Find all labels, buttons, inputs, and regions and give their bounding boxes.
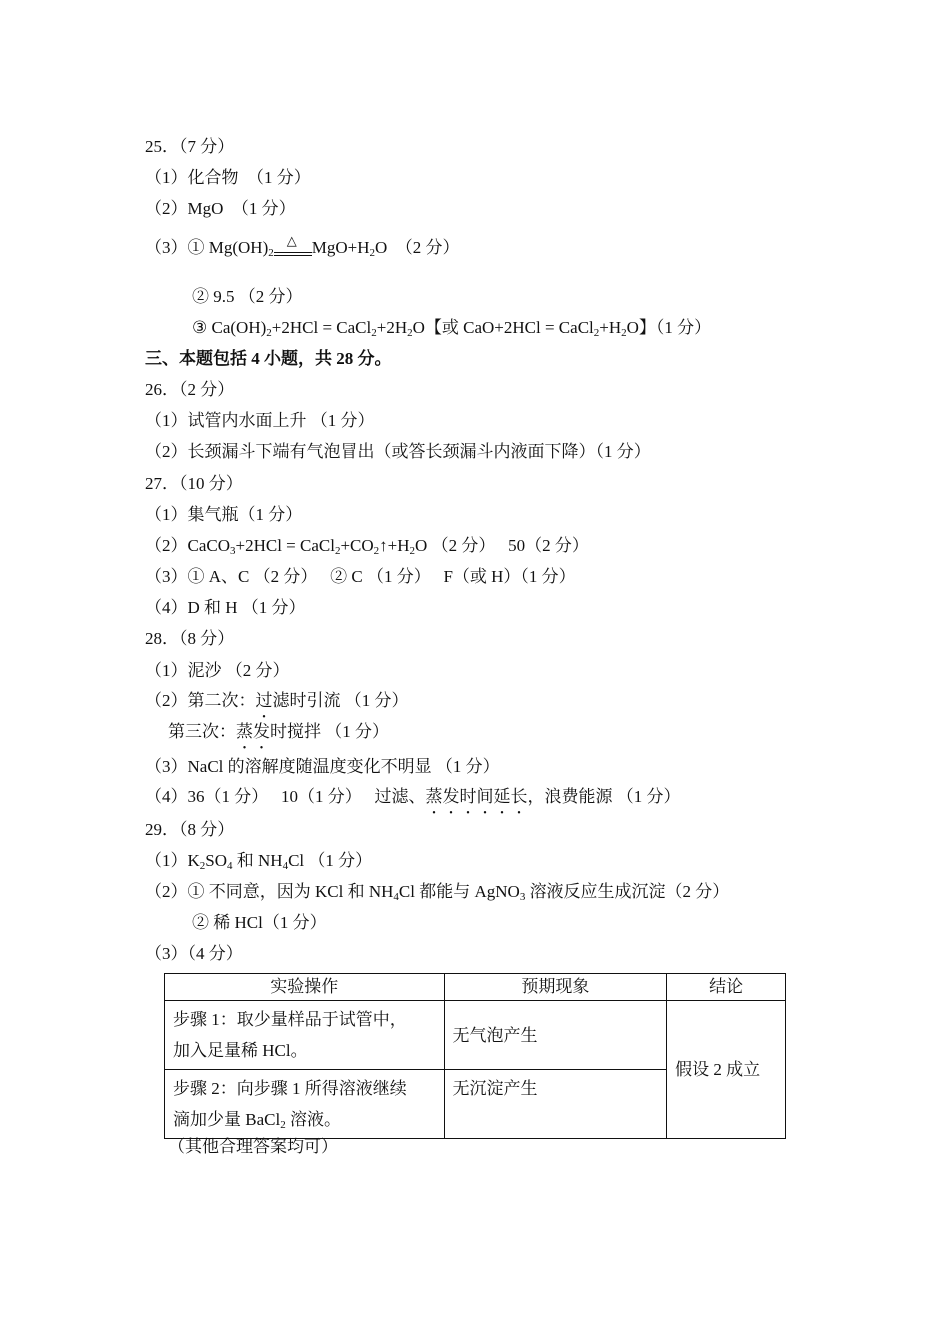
- header-conclusion: 结论: [667, 974, 786, 1001]
- q28-part2-third: 第三次：蒸发时搅拌 （1 分）: [168, 722, 389, 741]
- heating-condition-symbol: △: [274, 240, 312, 258]
- q26-part2: （2）长颈漏斗下端有气泡冒出（或答长颈漏斗内液面下降）（1 分）: [145, 442, 651, 461]
- q29-heading: 29．（8 分）: [145, 820, 235, 839]
- q28-part3: （3）NaCl 的溶解度随温度变化不明显 （1 分）: [145, 757, 500, 776]
- step2-phenomenon: 无沉淀产生: [444, 1070, 667, 1139]
- table-row: [165, 1001, 786, 1070]
- q25-part2: （2）MgO （1 分）: [145, 199, 296, 218]
- q29-part1: $(1)K_2SO_4$ 和 $NH_4Cl$ （1 分）: [145, 851, 373, 872]
- q28-part2: （2）第二次：过滤时引流 （1 分）: [145, 691, 409, 710]
- q27-heading: 27．（10 分）: [145, 474, 243, 493]
- step1-operation: 步骤 1：取少量样品于试管中， 加入足量稀 HCl。: [165, 1001, 445, 1070]
- q26-heading: 26．（2 分）: [145, 380, 235, 399]
- q29-part2: （2）① 不同意，因为 KCl 和 $NH_4Cl$ 都能与 AgNO$_3$ 溶液反应生成沉淀（2 分）: [145, 882, 730, 903]
- q28-heading: 28．（8 分）: [145, 629, 235, 648]
- header-operation: 实验操作: [165, 974, 445, 1001]
- q27-part2: （2）CaCO$_3$+2HCl = $CaCl_2+CO_2↑+H_2O$ （2 分） 50（2 分）: [145, 536, 589, 557]
- header-phenomenon: 预期现象: [444, 974, 667, 1001]
- q25-part3-answer2: ② 9.5 （2 分）: [192, 287, 303, 306]
- q27-part4: （4）D 和 H （1 分）: [145, 598, 306, 617]
- q29-part3: （3）（4 分）: [145, 944, 243, 963]
- experiment-table: [164, 973, 786, 1139]
- q25-part3-answer3: ③ $Ca(OH)_2+2HCl$ = $CaCl_2+2H_2O$【或 $CaO+2HCl = CaCl_2+H_2O$】（1 分）: [192, 318, 712, 339]
- conclusion-cell: 假设 2 成立: [667, 1001, 786, 1139]
- q28-part4: （4）36（1 分） 10（1 分） 过滤、蒸发时间延长，浪费能源 （1 分）: [145, 787, 681, 806]
- q29-note: （其他合理答案均可）: [168, 1137, 338, 1156]
- q25-part1: （1）化合物 （1 分）: [145, 168, 311, 187]
- table-header-row: [165, 974, 786, 1001]
- q29-part2-answer2: ② 稀 HCl（1 分）: [192, 913, 327, 932]
- q26-part1: （1）试管内水面上升 （1 分）: [145, 411, 375, 430]
- q25-heading: 25．（7 分）: [145, 137, 235, 156]
- step1-phenomenon: 无气泡产生: [444, 1001, 667, 1070]
- q28-part1: （1）泥沙 （2 分）: [145, 661, 290, 680]
- q27-part1: （1）集气瓶（1 分）: [145, 505, 303, 524]
- section-three-heading: 三、本题包括 4 小题，共 28 分。: [145, 349, 392, 368]
- q25-part3-equation: （3）① $Mg(OH)_2$ △ $MgO+H_2O$ （2 分）: [145, 233, 460, 259]
- step2-operation: 步骤 2：向步骤 1 所得溶液继续 滴加少量 BaCl$_2$ 溶液。: [165, 1070, 445, 1139]
- q27-part3: （3）① A、C （2 分） ② C （1 分） F（或 H）（1 分）: [145, 567, 576, 586]
